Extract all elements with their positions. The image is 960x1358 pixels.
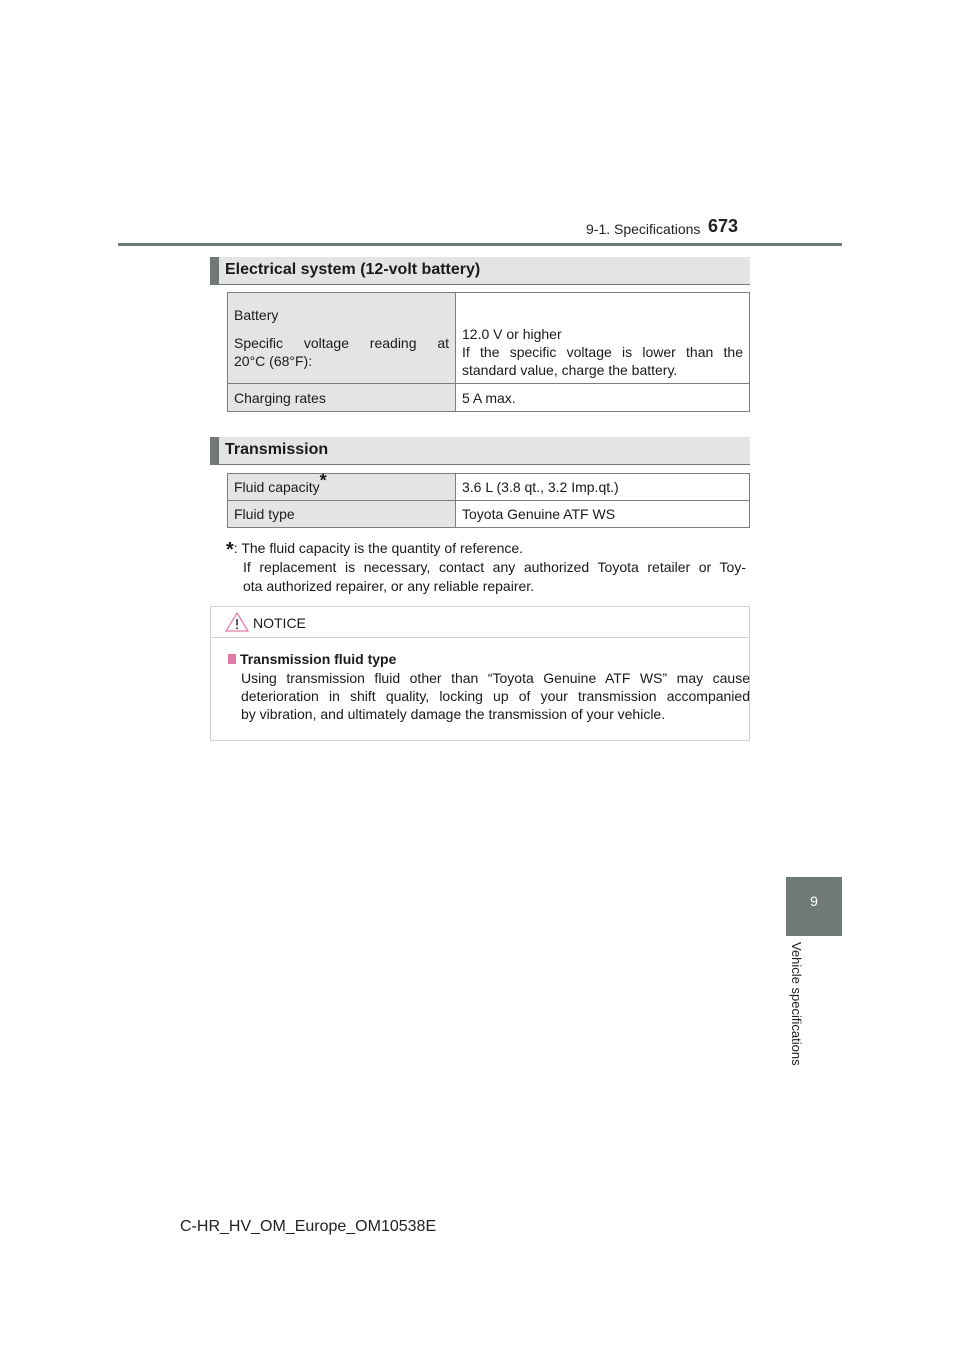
notice-body [241,669,750,723]
notice-header [211,607,749,638]
section-label: 9-1. Specifications [586,221,701,237]
footnote-marker: * [319,470,327,491]
bullet-square-icon [228,654,236,664]
footnote-star: * [226,539,234,561]
notice-line2: deterioration in shift quality, locking up of your transmission accompanied [241,688,750,704]
page-header [0,0,960,250]
header-rule [118,243,842,246]
fluid-capacity-value: 3.6 L (3.8 qt., 3.2 Imp.qt.) [456,474,750,501]
voltage-reading-label-line2: 20°C (68°F): [234,353,313,369]
notice-label: NOTICE [253,615,306,631]
voltage-note-line1: If the specific voltage is lower than the [462,344,743,360]
battery-value-cell [456,293,750,384]
warning-triangle-icon [225,612,249,637]
charging-rates-value: 5 A max. [456,384,750,412]
fluid-capacity-key [228,470,456,501]
table-row [228,474,750,501]
table-row [228,293,750,384]
notice-line1: Using transmission fluid other than “Toyota Genuine ATF WS” may cause [241,670,750,686]
heading-bar [210,257,219,285]
electrical-heading [210,257,750,285]
table-row [228,501,750,528]
page-number: 673 [708,216,739,236]
notice-title [228,651,396,667]
chapter-tab [786,877,842,936]
table-row [228,384,750,412]
battery-label: Battery [234,307,279,323]
heading-bar [210,437,219,465]
footnote-line2: If replacement is necessary, contact any authorized Toyota retailer or Toy- [243,559,746,575]
voltage-note-line2: standard value, charge the battery. [462,362,678,378]
fluid-type-key: Fluid type [228,501,456,528]
document-id: C-HR_HV_OM_Europe_OM10538E [180,1218,437,1235]
electrical-table [227,292,750,412]
transmission-heading-title: Transmission [225,441,329,458]
electrical-heading-title: Electrical system (12-volt battery) [225,261,481,278]
chapter-label: Vehicle specifications [789,942,804,1066]
charging-rates-key: Charging rates [228,384,456,412]
notice-line3: by vibration, and ultimately damage the transmission of your vehicle. [241,706,666,722]
transmission-heading [210,437,750,465]
notice-title-text: Transmission fluid type [240,651,397,667]
footnote-line1: : The fluid capacity is the quantity of reference. [233,540,524,556]
footnote-line3: ota authorized repairer, or any reliable repairer. [243,578,535,594]
footnote [226,538,746,596]
fluid-capacity-label: Fluid capacity [234,479,320,495]
transmission-table [227,470,750,528]
chapter-number: 9 [810,893,818,909]
voltage-reading-label-line1: Specific voltage reading at [234,335,449,351]
voltage-value: 12.0 V or higher [462,326,562,342]
fluid-type-value: Toyota Genuine ATF WS [456,501,750,528]
battery-key-cell [228,293,456,384]
notice-box [210,606,750,741]
